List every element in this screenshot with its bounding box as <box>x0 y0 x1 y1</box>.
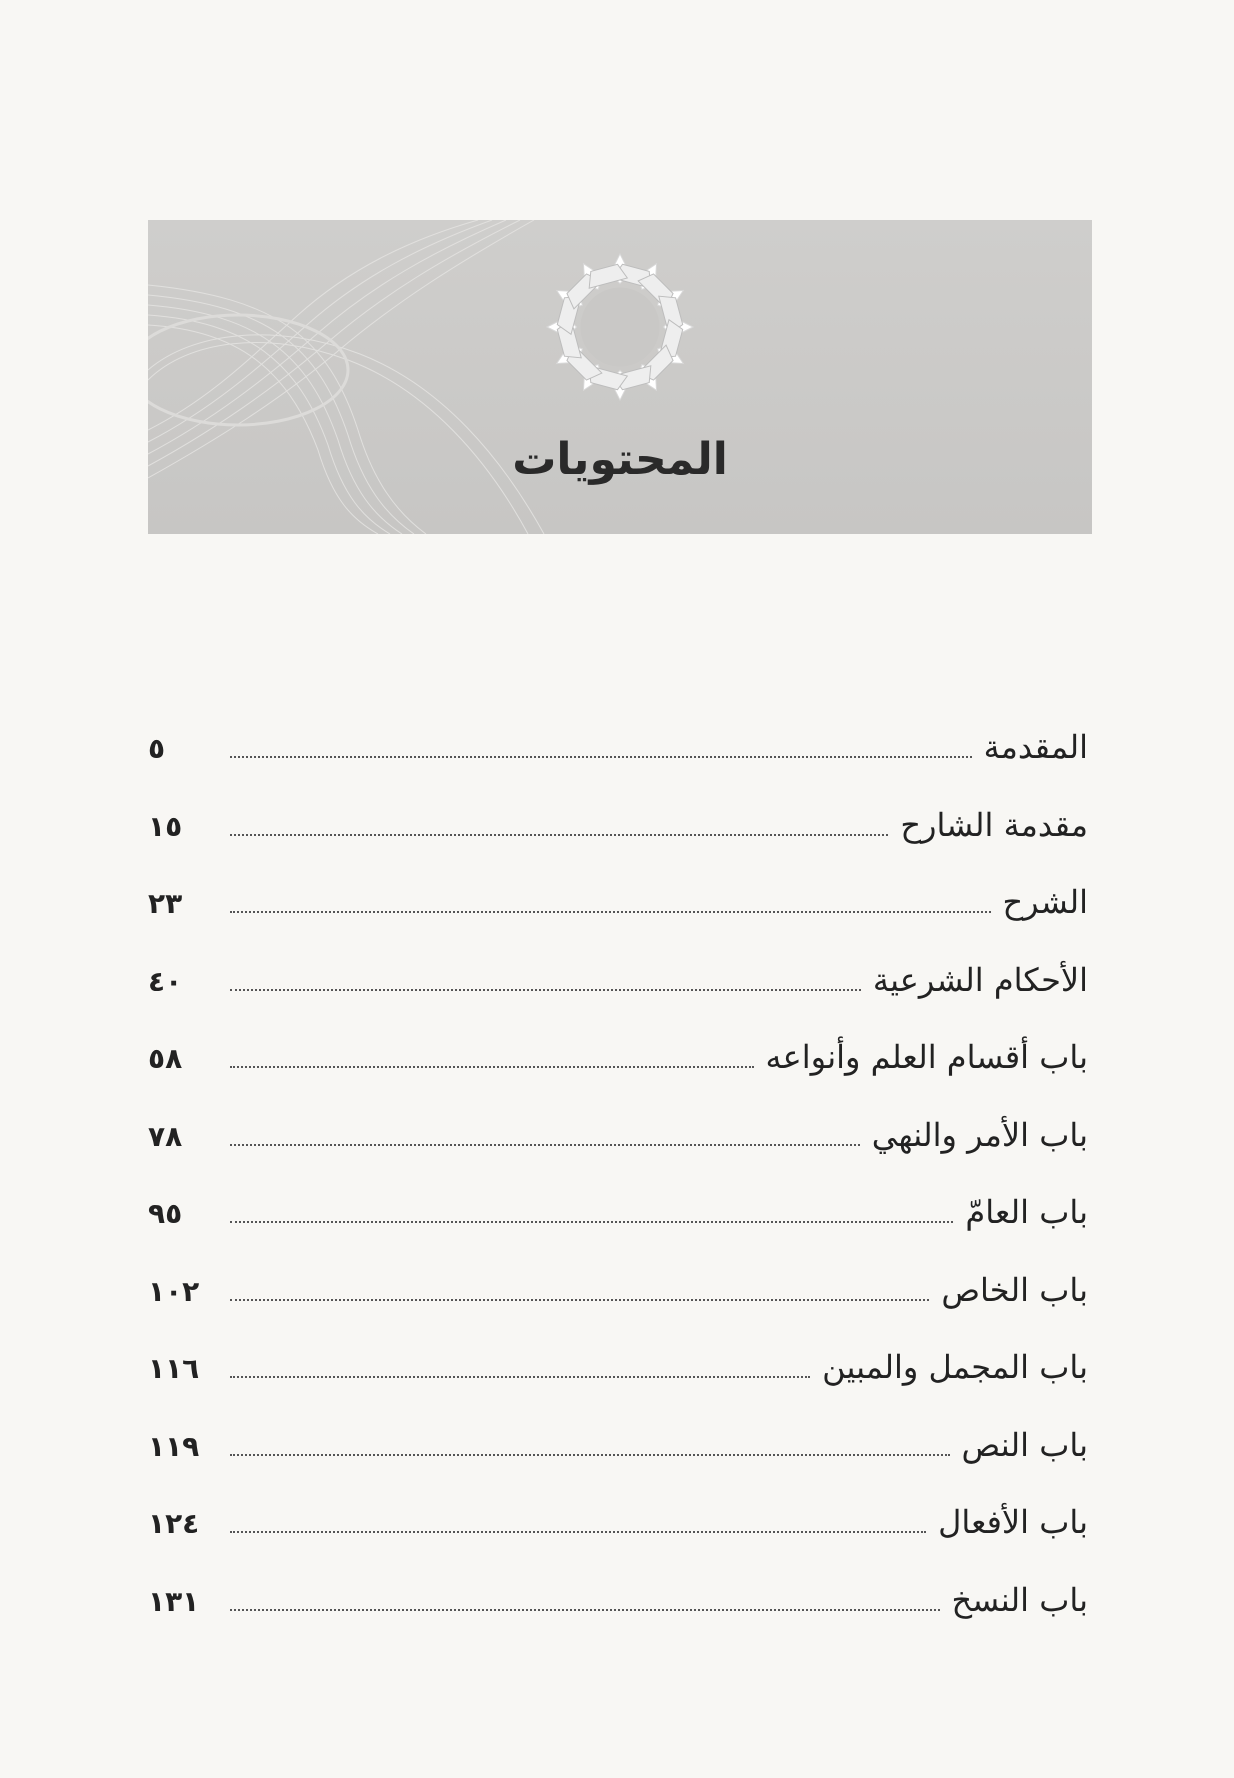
toc-entry-page: ٤٠ <box>148 964 183 998</box>
toc-entry <box>148 961 1088 1039</box>
toc-entry-title: الشرح <box>1002 883 1088 921</box>
toc-entry-title: باب الأفعال <box>938 1503 1088 1541</box>
dot-leader <box>230 833 888 836</box>
toc-entry <box>148 1426 1088 1504</box>
toc-entry <box>148 1038 1088 1116</box>
toc-entry <box>148 883 1088 961</box>
toc-entry <box>148 1348 1088 1426</box>
toc-entry <box>148 806 1088 884</box>
toc-entry-page: ١٥ <box>148 809 183 843</box>
toc-entry-title: باب أقسام العلم وأنواعه <box>765 1038 1088 1076</box>
dot-leader <box>230 910 991 913</box>
dot-leader <box>230 1298 929 1301</box>
toc-entry-page: ٧٨ <box>148 1119 183 1153</box>
toc-entry <box>148 1271 1088 1349</box>
toc-entry-page: ٥ <box>148 732 166 765</box>
toc-entry-page: ١٢٤ <box>148 1507 200 1540</box>
toc-entry <box>148 728 1088 806</box>
toc-entry-page: ٩٥ <box>148 1197 183 1230</box>
toc-entry-title: المقدمة <box>983 728 1088 766</box>
toc-entry-title: الأحكام الشرعية <box>872 960 1088 999</box>
toc-entry <box>148 1581 1088 1659</box>
dot-leader <box>230 1065 754 1068</box>
dot-leader <box>230 1375 810 1378</box>
toc-entry-title: باب العامّ <box>965 1193 1088 1231</box>
toc-entry-page: ١٣١ <box>148 1584 200 1618</box>
dot-leader <box>230 1143 860 1146</box>
toc-entry-title: باب المجمل والمبين <box>822 1348 1088 1386</box>
toc-entry-title: باب الأمر والنهي <box>871 1115 1088 1154</box>
toc-entry <box>148 1503 1088 1581</box>
toc-entry-page: ١١٩ <box>148 1429 200 1463</box>
page-title: المحتويات <box>512 434 728 485</box>
dot-leader <box>230 988 861 991</box>
dot-leader <box>230 1220 953 1223</box>
contents-banner <box>148 220 1092 534</box>
toc-entry-page: ١١٦ <box>148 1352 200 1385</box>
toc-entry-title: باب النص <box>961 1425 1088 1464</box>
dot-leader <box>230 1608 940 1611</box>
toc-entry-page: ١٠٢ <box>148 1274 200 1308</box>
toc-entry-title: مقدمة الشارح <box>900 805 1088 844</box>
dot-leader <box>230 1453 950 1456</box>
toc-entry <box>148 1116 1088 1194</box>
toc-entry-page: ٢٣ <box>148 887 183 920</box>
dot-leader <box>230 1530 926 1533</box>
toc-entry-title: باب النسخ <box>951 1580 1088 1619</box>
toc-entry-title: باب الخاص <box>941 1270 1088 1309</box>
toc-entry-page: ٥٨ <box>148 1042 183 1075</box>
geometric-star-emblem-icon <box>541 248 699 406</box>
toc-entry <box>148 1193 1088 1271</box>
dot-leader <box>230 755 972 758</box>
table-of-contents <box>148 728 1088 1658</box>
